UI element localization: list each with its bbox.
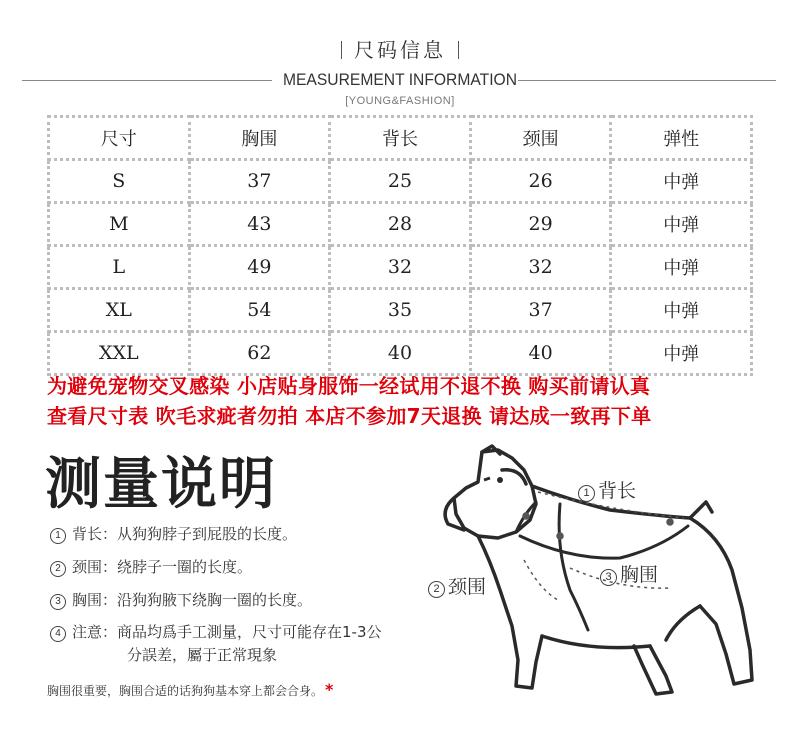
footnote-text: 胸围很重要，胸围合适的话狗狗基本穿上都会合身。	[47, 684, 324, 698]
size-info-title	[0, 34, 800, 63]
title-bar-right	[458, 41, 459, 59]
note-text: 沿狗狗腋下绕胸一圈的长度。	[117, 591, 313, 609]
table-row	[49, 160, 752, 203]
size-table	[47, 115, 753, 376]
measurement-title: 测量说明	[45, 452, 277, 517]
table-header-row	[49, 117, 752, 160]
number-1-icon: 1	[578, 485, 595, 502]
table-row	[49, 332, 752, 375]
note-text: 商品均爲手工測量，尺寸可能存在1-3公	[117, 623, 382, 641]
header-back-length: 背长	[330, 117, 471, 160]
header-chest: 胸围	[189, 117, 330, 160]
dog-label-text: 胸围	[620, 564, 659, 586]
warning-line-2: 查看尺寸表 吹毛求疵者勿拍 本店不参加7天退换 请达成一致再下单	[47, 404, 652, 428]
note-label: 注意：	[72, 623, 118, 641]
size-info-title-text: 尺码信息	[354, 38, 446, 62]
cell-size: M	[49, 203, 190, 246]
cell-back: 25	[330, 160, 471, 203]
cell-back: 35	[330, 289, 471, 332]
dog-label-back-length	[578, 476, 636, 503]
cell-neck: 32	[470, 246, 611, 289]
cell-size: XL	[49, 289, 190, 332]
table-row	[49, 246, 752, 289]
header-neck: 颈围	[470, 117, 611, 160]
cell-chest: 43	[189, 203, 330, 246]
cell-elasticity: 中弹	[611, 160, 752, 203]
note-neck	[50, 556, 252, 577]
dog-label-text: 颈围	[448, 576, 487, 598]
table-row	[49, 203, 752, 246]
cell-neck: 40	[470, 332, 611, 375]
header-size: 尺寸	[49, 117, 190, 160]
note-label: 背长：	[72, 525, 118, 543]
number-2-icon: 2	[50, 561, 66, 577]
cell-neck: 29	[470, 203, 611, 246]
number-2-icon: 2	[428, 581, 445, 598]
number-4-icon: 4	[50, 626, 66, 642]
header-elasticity: 弹性	[611, 117, 752, 160]
number-3-icon: 3	[50, 594, 66, 610]
cell-size: L	[49, 246, 190, 289]
cell-elasticity: 中弹	[611, 246, 752, 289]
cell-neck: 26	[470, 160, 611, 203]
note-back-length	[50, 523, 297, 544]
note-text: 绕脖子一圈的长度。	[117, 558, 253, 576]
measurement-info-heading: MEASUREMENT INFORMATION	[282, 70, 518, 89]
note-label: 颈围：	[72, 558, 118, 576]
cell-chest: 54	[189, 289, 330, 332]
cell-elasticity: 中弹	[611, 203, 752, 246]
table-row	[49, 289, 752, 332]
note-text: 从狗狗脖子到屁股的长度。	[117, 525, 298, 543]
number-3-icon: 3	[600, 569, 617, 586]
number-1-icon: 1	[50, 528, 66, 544]
cell-size: S	[49, 160, 190, 203]
note-chest	[50, 589, 312, 610]
note-attention-continued: 分誤差，屬于正常現象	[127, 646, 278, 664]
chest-importance-footnote	[47, 680, 333, 699]
dog-diagram	[420, 440, 760, 710]
cell-back: 40	[330, 332, 471, 375]
cell-neck: 37	[470, 289, 611, 332]
dog-label-neck	[428, 572, 486, 599]
cell-chest: 62	[189, 332, 330, 375]
cell-back: 28	[330, 203, 471, 246]
asterisk-icon: *	[325, 680, 334, 699]
cell-size: XXL	[49, 332, 190, 375]
dog-label-text: 背长	[598, 480, 637, 502]
cell-elasticity: 中弹	[611, 332, 752, 375]
title-bar-left	[341, 41, 342, 59]
note-label: 胸围：	[72, 591, 118, 609]
note-attention	[50, 621, 382, 642]
cell-back: 32	[330, 246, 471, 289]
young-fashion-subtitle: [YOUNG&FASHION]	[345, 95, 455, 107]
cell-chest: 37	[189, 160, 330, 203]
cell-chest: 49	[189, 246, 330, 289]
warning-line-1: 为避免宠物交叉感染 小店贴身服饰一经试用不退不换 购买前请认真	[47, 374, 651, 398]
dog-label-chest	[600, 560, 658, 587]
cell-elasticity: 中弹	[611, 289, 752, 332]
